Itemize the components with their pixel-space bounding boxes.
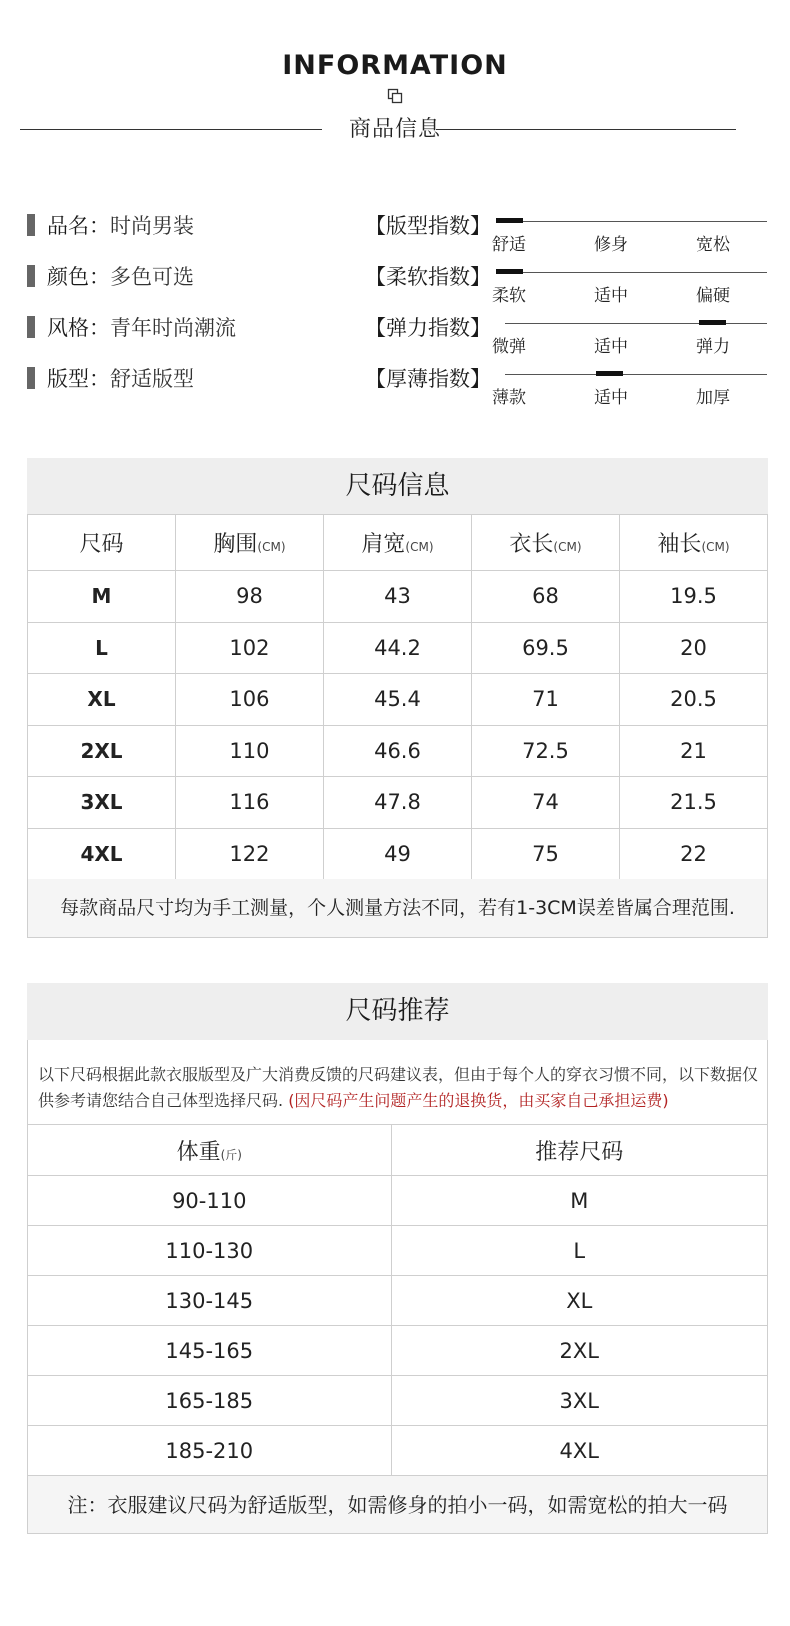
page-title: INFORMATION [282, 50, 508, 81]
rec-table-header-unit: (斤) [220, 1147, 242, 1162]
table-cell: 90-110 [28, 1176, 392, 1226]
table-cell: 2XL [391, 1326, 767, 1376]
info-row-marker [27, 367, 35, 389]
index-scale-line [505, 323, 767, 324]
index-scale [492, 272, 767, 312]
rec-table-header-name: 体重 [176, 1139, 221, 1165]
info-value: 舒适版型 [110, 367, 194, 391]
size-table-header-name: 尺码 [79, 532, 124, 557]
index-scale-line [505, 374, 767, 375]
info-row [27, 312, 236, 342]
size-label-cell: 2XL [28, 725, 176, 777]
index-scale-marker [699, 320, 726, 325]
info-value: 多色可选 [110, 265, 194, 289]
table-cell: 130-145 [28, 1276, 392, 1326]
info-value: 青年时尚潮流 [110, 316, 236, 340]
size-rec-title: 尺码推荐 [27, 983, 768, 1040]
table-row [28, 1176, 768, 1226]
index-level-label: 适中 [594, 337, 628, 357]
table-cell: 145-165 [28, 1326, 392, 1376]
table-cell: 21.5 [619, 777, 767, 829]
size-rec-table [27, 1124, 768, 1476]
table-row [28, 622, 768, 674]
table-cell: 49 [323, 828, 471, 880]
table-cell: 102 [175, 622, 323, 674]
size-table-header-name: 衣长 [509, 532, 554, 557]
table-cell: 4XL [391, 1426, 767, 1476]
size-table-header-name: 胸围 [213, 532, 258, 557]
size-table-header-unit: (CM) [405, 540, 434, 554]
page-subtitle: 商品信息 [348, 117, 441, 142]
info-label: 品名： [47, 214, 110, 238]
size-rec-note: 注：衣服建议尺码为舒适版型，如需修身的拍小一码，如需宽松的拍大一码 [27, 1476, 768, 1534]
table-row [28, 1226, 768, 1276]
index-level-label: 适中 [594, 388, 628, 408]
table-cell: 20 [619, 622, 767, 674]
info-label: 版型： [47, 367, 110, 391]
rec-table-header-name: 推荐尺码 [535, 1139, 624, 1165]
info-row [27, 261, 194, 291]
index-scale [492, 221, 767, 261]
size-table-header [619, 515, 767, 571]
table-row [28, 725, 768, 777]
table-cell: M [391, 1176, 767, 1226]
table-cell: 68 [471, 571, 619, 623]
table-row [28, 1326, 768, 1376]
info-row-marker [27, 265, 35, 287]
index-scale [492, 323, 767, 363]
table-cell: 106 [175, 674, 323, 726]
size-label-cell: L [28, 622, 176, 674]
index-scale-line [505, 221, 767, 222]
table-cell: 165-185 [28, 1376, 392, 1426]
table-cell: 69.5 [471, 622, 619, 674]
size-table-header-unit: (CM) [553, 540, 582, 554]
table-cell: 3XL [391, 1376, 767, 1426]
table-row [28, 1276, 768, 1326]
index-level-label: 舒适 [492, 235, 526, 255]
index-label: 【柔软指数】 [365, 265, 491, 289]
size-label-cell: 4XL [28, 828, 176, 880]
table-row [28, 674, 768, 726]
info-row-marker [27, 316, 35, 338]
table-cell: 71 [471, 674, 619, 726]
table-cell: 47.8 [323, 777, 471, 829]
size-table-header [471, 515, 619, 571]
table-cell: 46.6 [323, 725, 471, 777]
index-label: 【厚薄指数】 [365, 367, 491, 391]
size-table-header-unit: (CM) [701, 540, 730, 554]
table-cell: 74 [471, 777, 619, 829]
size-table-header [175, 515, 323, 571]
size-info-note: 每款商品尺寸均为手工测量，个人测量方法不同，若有1-3CM误差皆属合理范围. [27, 879, 768, 938]
info-value: 时尚男装 [110, 214, 194, 238]
size-rec-intro-text: 以下尺码根据此款衣服版型及广大消费反馈的尺码建议表，但由于每个人的穿衣习惯不同，以下数据仅供参考请您结合自己体型选择尺码. [38, 1065, 759, 1110]
table-cell: 20.5 [619, 674, 767, 726]
table-cell: 122 [175, 828, 323, 880]
size-label-cell: XL [28, 674, 176, 726]
size-label-cell: 3XL [28, 777, 176, 829]
info-label: 颜色： [47, 265, 110, 289]
table-cell: 116 [175, 777, 323, 829]
table-cell: 185-210 [28, 1426, 392, 1476]
table-row [28, 1426, 768, 1476]
table-cell: 72.5 [471, 725, 619, 777]
table-cell: 110 [175, 725, 323, 777]
table-cell: 43 [323, 571, 471, 623]
index-label: 【弹力指数】 [365, 316, 491, 340]
table-cell: 22 [619, 828, 767, 880]
table-row [28, 828, 768, 880]
overlapping-squares-icon [387, 88, 403, 104]
size-rec-warning: (因尺码产生问题产生的退换货，由买家自己承担运费) [288, 1091, 669, 1110]
index-scale [492, 374, 767, 414]
index-label: 【版型指数】 [365, 214, 491, 238]
table-cell: 44.2 [323, 622, 471, 674]
table-cell: 110-130 [28, 1226, 392, 1276]
table-cell: L [391, 1226, 767, 1276]
size-rec-intro [27, 1040, 768, 1124]
info-label: 风格： [47, 316, 110, 340]
size-info-title: 尺码信息 [27, 458, 768, 514]
table-cell: 19.5 [619, 571, 767, 623]
index-level-label: 偏硬 [696, 286, 730, 306]
index-scale-marker [596, 371, 623, 376]
index-level-label: 加厚 [696, 388, 730, 408]
table-cell: 75 [471, 828, 619, 880]
size-table-header [28, 515, 176, 571]
index-level-label: 薄款 [492, 388, 526, 408]
index-level-label: 柔软 [492, 286, 526, 306]
size-table-header-name: 袖长 [657, 532, 702, 557]
info-row [27, 210, 194, 240]
rec-table-header [391, 1125, 767, 1176]
index-level-label: 弹力 [696, 337, 730, 357]
index-scale-marker [496, 218, 523, 223]
info-row [27, 363, 194, 393]
table-row [28, 777, 768, 829]
table-cell: 21 [619, 725, 767, 777]
index-level-label: 适中 [594, 286, 628, 306]
index-level-label: 修身 [594, 235, 628, 255]
index-scale-line [505, 272, 767, 273]
table-cell: 98 [175, 571, 323, 623]
table-cell: 45.4 [323, 674, 471, 726]
size-table-header [323, 515, 471, 571]
size-table-header-name: 肩宽 [361, 532, 406, 557]
info-row-marker [27, 214, 35, 236]
table-row [28, 571, 768, 623]
size-info-table [27, 514, 768, 880]
table-cell: XL [391, 1276, 767, 1326]
index-scale-marker [496, 269, 523, 274]
size-label-cell: M [28, 571, 176, 623]
index-level-label: 宽松 [696, 235, 730, 255]
size-table-header-unit: (CM) [257, 540, 286, 554]
rec-table-header [28, 1125, 392, 1176]
index-level-label: 微弹 [492, 337, 526, 357]
table-row [28, 1376, 768, 1426]
